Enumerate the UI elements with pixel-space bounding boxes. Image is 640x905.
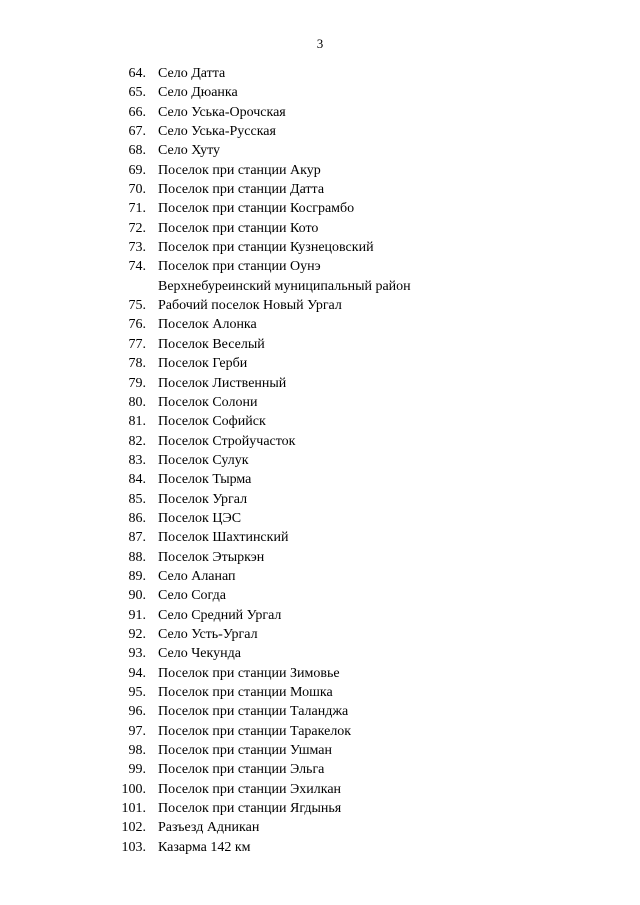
list-item — [0, 548, 640, 567]
list-item-number: 84. — [128, 472, 146, 488]
list-item-number: 99. — [128, 762, 146, 778]
list-item-text: Поселок Стройучасток — [158, 433, 296, 449]
list-item-text: Поселок Сулук — [158, 452, 249, 468]
list-item — [0, 393, 640, 412]
list-item-text: Казарма 142 км — [158, 839, 251, 855]
list-item-text: Разъезд Адникан — [158, 820, 260, 836]
list-item-text: Поселок Шахтинский — [158, 530, 289, 546]
list-item-text: Поселок Тырма — [158, 472, 252, 488]
list-item — [0, 780, 640, 799]
list-item-number: 76. — [128, 317, 146, 333]
list-item-number: 67. — [128, 124, 146, 140]
list-item-number: 102. — [121, 820, 146, 836]
list-item-number: 95. — [128, 685, 146, 700]
list-item — [0, 238, 640, 257]
list-item-text: Поселок Герби — [158, 356, 248, 372]
list-item-text: Поселок при станции Ушман — [158, 743, 332, 759]
list-item — [0, 199, 640, 218]
list-item — [0, 354, 640, 373]
list-item-text: Поселок при станции Кото — [158, 220, 319, 236]
list-item — [0, 799, 640, 818]
list-item-text: Поселок при станции Ягдынья — [158, 801, 342, 817]
list-item — [0, 528, 640, 547]
list-item-number: 93. — [128, 646, 146, 662]
list-item-number: 81. — [128, 414, 146, 430]
list-item-text: Поселок при станции Мошка — [158, 685, 333, 700]
list-item-number: 72. — [128, 220, 146, 236]
list-item — [0, 103, 640, 122]
list-item-text: Село Датта — [158, 66, 226, 81]
list-item — [0, 257, 640, 276]
district-heading-text: Верхнебуреинский муниципальный район — [158, 278, 411, 294]
page-number: 3 — [316, 36, 324, 51]
list-item-number: 82. — [128, 433, 146, 449]
list-item — [0, 741, 640, 760]
list-item — [0, 490, 640, 509]
list-item-text: Поселок при станции Эльга — [158, 762, 325, 778]
list-item-number: 86. — [128, 510, 146, 526]
list-item — [0, 161, 640, 180]
list-item-number: 98. — [128, 743, 146, 759]
list-item — [0, 683, 640, 702]
list-item — [0, 219, 640, 238]
list-item-number: 92. — [128, 626, 146, 642]
list-item-number: 101. — [121, 801, 146, 817]
list-item-text: Село Хуту — [158, 143, 221, 159]
list-item-text: Село Аланап — [158, 568, 236, 584]
list-item-number: 97. — [128, 723, 146, 739]
list-item — [0, 838, 640, 857]
list-item-number: 65. — [128, 85, 146, 101]
list-item-number: 91. — [128, 607, 146, 623]
list-item-number: 70. — [128, 182, 146, 198]
list-item-text: Поселок ЦЭС — [158, 510, 242, 526]
list-item-number: 69. — [128, 162, 146, 178]
list-item-text: Поселок при станции Таракелок — [158, 723, 352, 739]
list-item-text: Село Согда — [158, 588, 226, 604]
list-item-number: 71. — [128, 201, 146, 217]
list-item-text: Село Усть-Ургал — [158, 626, 258, 642]
list-item-text: Поселок Лиственный — [158, 375, 287, 391]
list-item — [0, 567, 640, 586]
list-item-text: Поселок при станции Таланджа — [158, 704, 349, 720]
list-item — [0, 760, 640, 779]
list-item-number: 103. — [121, 839, 146, 855]
list-item-number: 88. — [128, 549, 146, 565]
list-item-text: Поселок Ургал — [158, 491, 248, 507]
list-item-number: 100. — [121, 781, 146, 797]
list-item-number: 75. — [128, 298, 146, 314]
list-item-number: 68. — [128, 143, 146, 159]
list-item-text: Село Средний Ургал — [158, 607, 282, 623]
list-item-number: 78. — [128, 356, 146, 372]
list-item-text: Село Уська-Русская — [158, 124, 276, 140]
list-item-number: 74. — [128, 259, 146, 275]
list-item-text: Рабочий поселок Новый Ургал — [158, 298, 342, 314]
list-item-text: Село Уська-Орочская — [158, 104, 286, 120]
list-item — [0, 451, 640, 470]
list-item — [0, 315, 640, 334]
list-item-text: Поселок Солони — [158, 394, 258, 410]
district-heading — [0, 277, 640, 296]
list-item — [0, 412, 640, 431]
list-item — [0, 722, 640, 741]
list-item — [0, 470, 640, 489]
list-item — [0, 606, 640, 625]
list-item — [0, 625, 640, 644]
list-item — [0, 509, 640, 528]
list-item-number: 66. — [128, 104, 146, 120]
list-item — [0, 180, 640, 199]
list-item-number: 79. — [128, 375, 146, 391]
list-item-text: Поселок Алонка — [158, 317, 257, 333]
list-item-number: 85. — [128, 491, 146, 507]
list-item-text: Поселок Софийск — [158, 414, 266, 430]
list-item-text: Поселок Веселый — [158, 336, 265, 352]
list-item-text: Поселок при станции Эхилкан — [158, 781, 342, 797]
list-item-text: Поселок Этыркэн — [158, 549, 265, 565]
list-item-text: Поселок при станции Акур — [158, 162, 321, 178]
list-item-number: 83. — [128, 452, 146, 468]
list-item-number: 90. — [128, 588, 146, 604]
list-item-text: Поселок при станции Кузнецовский — [158, 240, 374, 256]
list-item — [0, 702, 640, 721]
list-item — [0, 296, 640, 315]
list-item-number: 89. — [128, 568, 146, 584]
list-item — [0, 432, 640, 451]
list-item-text: Поселок при станции Оунэ — [158, 259, 321, 275]
list-item — [0, 64, 640, 83]
list-item — [0, 335, 640, 354]
list-item — [0, 818, 640, 837]
list-item-number: 80. — [128, 394, 146, 410]
list-item-number: 77. — [128, 336, 146, 352]
list-item-number: 73. — [128, 240, 146, 256]
list-item-number: 96. — [128, 704, 146, 720]
list-item-number: 64. — [128, 66, 146, 81]
list-item-number: 87. — [128, 530, 146, 546]
list-item — [0, 141, 640, 160]
list-item — [0, 83, 640, 102]
list-item — [0, 122, 640, 141]
list-item — [0, 664, 640, 683]
list-item-number: 94. — [128, 665, 146, 681]
settlement-list — [0, 64, 640, 857]
list-item-text: Село Дюанка — [158, 85, 238, 101]
list-item — [0, 374, 640, 393]
list-item-text: Поселок при станции Косграмбо — [158, 201, 355, 217]
list-item-text: Поселок при станции Зимовье — [158, 665, 340, 681]
list-item-text: Поселок при станции Датта — [158, 182, 325, 198]
list-item — [0, 644, 640, 663]
list-item — [0, 586, 640, 605]
list-item-text: Село Чекунда — [158, 646, 241, 662]
